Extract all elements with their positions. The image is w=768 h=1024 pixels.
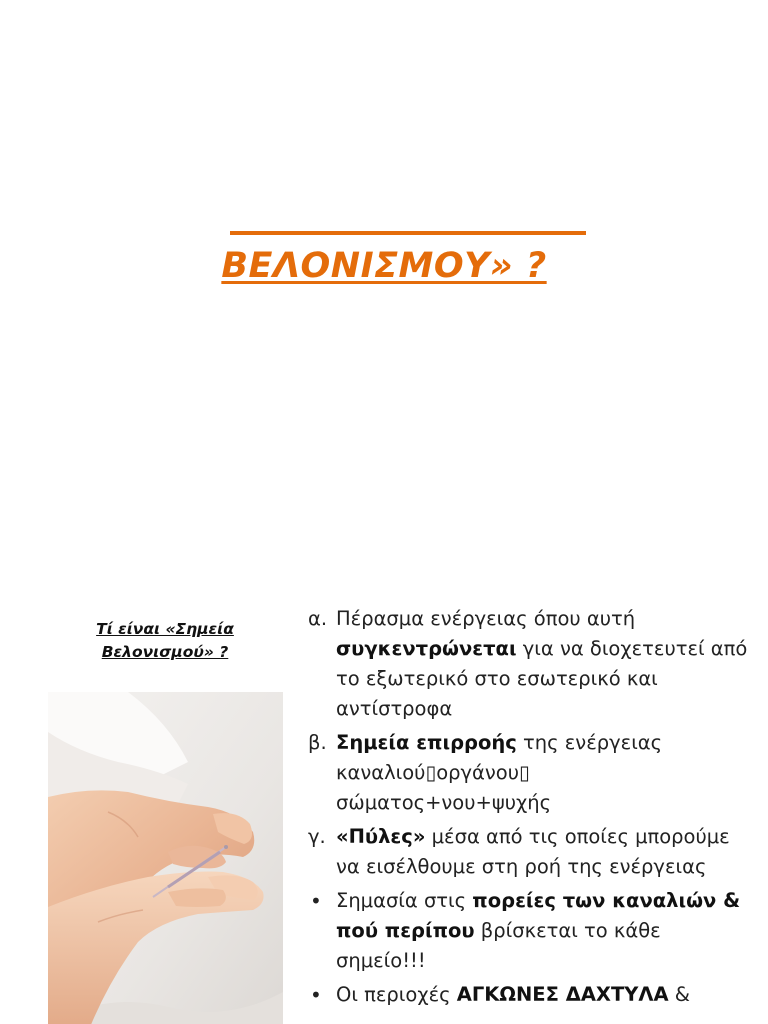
item-text: για να διοχετευτεί από το εξωτερικό στο εσωτερικό και αντίστροφα [336,637,748,720]
item-text: οργάνου [436,761,519,784]
acupuncture-hand-photo [48,692,283,1024]
item-text-bold: πορείες των καναλιών & πού περίπου [336,889,741,942]
item-text-bold: συγκεντρώνεται [336,637,517,660]
list-item-bullet-1 [308,886,748,976]
item-text: της ενέργειας καναλιού [336,731,663,784]
missing-glyph-icon: ▯ [425,761,437,784]
bullet-icon: • [310,983,322,1007]
side-question: Τί είναι «Σημεία Βελονισμού» ? [96,620,234,661]
item-marker: γ. [308,825,326,848]
slide-title: ΒΕΛΟΝΙΣΜΟΥ» ? [221,246,547,286]
item-marker: α. [308,607,328,630]
list-item-gamma [308,822,748,882]
item-text-bold: ΑΓΚΩΝΕΣ ΔΑΧΤΥΛΑ [456,983,669,1006]
item-text: Σημασία στις [336,889,473,912]
item-marker: β. [308,731,327,754]
missing-glyph-icon: ▯ [519,761,530,784]
bullet-icon: • [310,889,322,913]
title-rule [230,231,586,235]
list-item-bullet-2 [308,980,748,1010]
item-text-bold: «Πύλες» [336,825,426,848]
item-text: σώματος+νου+ψυχής [336,791,552,814]
item-text: βρίσκεται το κάθε σημείο!!! [336,919,661,972]
item-text: μέσα από τις οποίες μπορούμε να εισέλθουμε στη ροή της ενέργειας [336,825,730,878]
item-text: Οι περιοχές [336,983,457,1006]
list-item-alpha [308,604,748,724]
content-list [308,604,748,1014]
item-text: Πέρασμα ενέργειας όπου αυτή [336,607,636,630]
item-text-bold: Σημεία επιρροής [336,731,517,754]
item-text: & [668,983,690,1006]
list-item-beta [308,728,748,818]
